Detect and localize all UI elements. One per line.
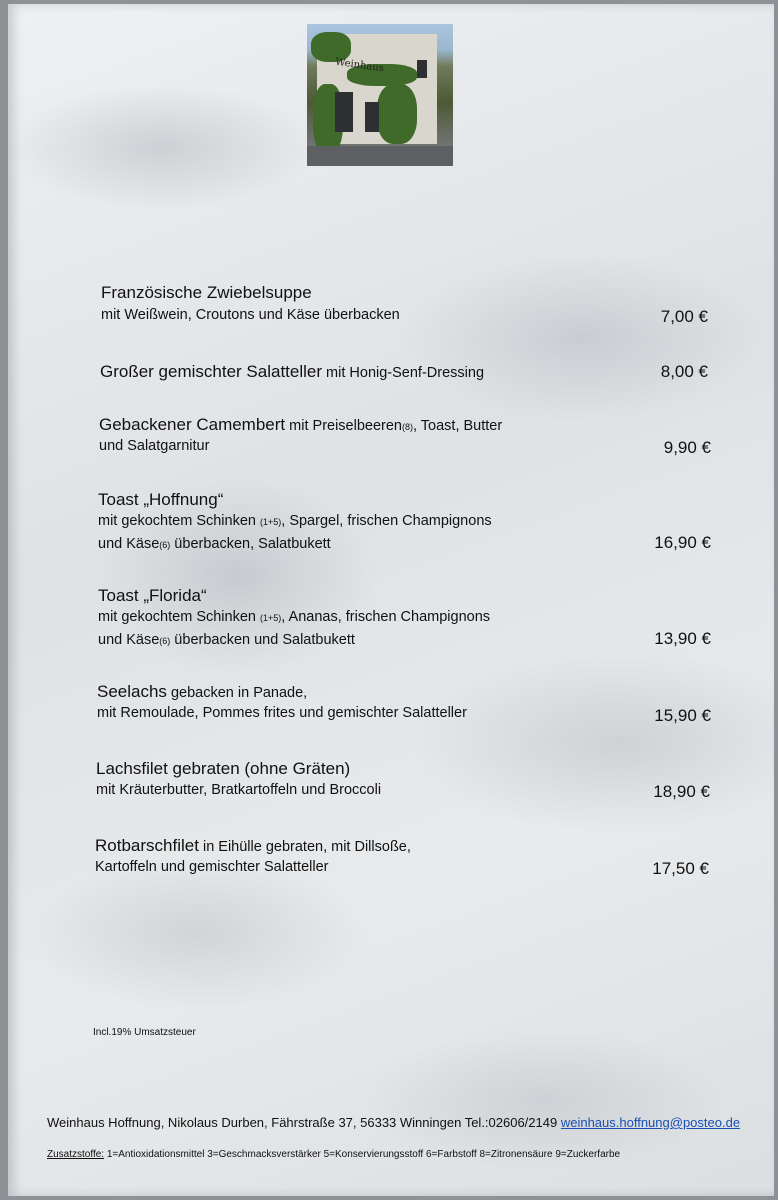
menu-item	[97, 682, 467, 724]
dish-name: Toast „Hoffnung“	[98, 490, 224, 509]
dish-description: mit Remoulade, Pommes frites und gemischter Salatteller	[97, 705, 467, 721]
dish-description: mit gekochtem Schinken	[98, 609, 260, 625]
dish-name: Toast „Florida“	[98, 586, 207, 605]
dish-name: Rotbarschfilet	[95, 836, 199, 855]
dish-price: 15,90 €	[654, 706, 711, 725]
additives-text: 1=Antioxidationsmittel 3=Geschmacksverstärker 5=Konservierungsstoff 6=Farbstoff 8=Zitronensäure 9=Zuckerfarbe	[104, 1149, 621, 1160]
dish-description: , Spargel, frischen Champignons	[281, 513, 492, 529]
dish-name: Gebackener Camembert	[99, 415, 286, 434]
menu-item	[101, 283, 400, 326]
footer-address	[47, 1115, 740, 1130]
menu-item	[100, 362, 484, 382]
menu-item	[96, 759, 381, 801]
dish-price: 16,90 €	[654, 533, 711, 552]
dish-description: überbacken, Salatbukett	[170, 536, 331, 552]
dish-price: 17,50 €	[652, 859, 709, 878]
dish-description: mit gekochtem Schinken	[98, 513, 260, 529]
dish-description: und Käse	[98, 536, 160, 552]
dish-price: 7,00 €	[660, 307, 708, 326]
dish-name: Französische Zwiebelsuppe	[101, 283, 312, 302]
photo-window	[335, 92, 353, 132]
menu-item	[95, 836, 411, 878]
photo-street	[307, 146, 453, 166]
dish-price: 13,90 €	[654, 629, 711, 648]
additive-ref: (1+5)	[260, 517, 282, 527]
menu-item	[98, 586, 490, 652]
dish-description: und Salatgarnitur	[99, 438, 210, 454]
additive-ref: (1+5)	[260, 613, 282, 623]
dish-description: mit Kräuterbutter, Bratkartoffeln und Broccoli	[96, 782, 382, 798]
menu-item	[99, 415, 502, 457]
dish-description: mit Weißwein, Croutons und Käse überbacken	[101, 307, 400, 323]
additives-legend	[47, 1149, 620, 1160]
dish-description: mit Honig-Senf-Dressing	[322, 365, 485, 381]
photo-window	[417, 60, 427, 78]
menu-item	[98, 490, 492, 556]
address-text: Weinhaus Hoffnung, Nikolaus Durben, Fährstraße 37, 56333 Winningen Tel.:02606/2149	[47, 1115, 561, 1130]
dish-price: 18,90 €	[653, 782, 710, 801]
photo-vine	[377, 84, 417, 144]
email-link[interactable]: weinhaus.hoffnung@posteo.de	[560, 1115, 741, 1130]
additive-ref: (8)	[402, 422, 413, 432]
dish-description: gebacken in Panade,	[166, 685, 308, 701]
dish-name: Großer gemischter Salatteller	[100, 362, 323, 381]
additives-label: Zusatzstoffe:	[47, 1149, 105, 1160]
dish-description: überbacken und Salatbukett	[170, 632, 355, 648]
dish-description: , Ananas, frischen Champignons	[281, 609, 491, 625]
dish-description: , Toast, Butter	[413, 418, 503, 434]
dish-description: und Käse	[98, 632, 160, 648]
dish-description: in Eihülle gebraten, mit Dillsoße,	[198, 839, 411, 855]
dish-description: Kartoffeln und gemischter Salatteller	[95, 859, 329, 875]
dish-description: mit Preiselbeeren	[285, 418, 402, 434]
photo-window	[365, 102, 379, 132]
photo-sign: Weinhaus	[334, 56, 385, 75]
restaurant-photo	[307, 24, 453, 166]
tax-note: Incl.19% Umsatzsteuer	[93, 1027, 196, 1038]
dish-name: Seelachs	[97, 682, 167, 701]
dish-price: 8,00 €	[660, 362, 708, 381]
dish-price: 9,90 €	[663, 438, 711, 457]
dish-name: Lachsfilet gebraten (ohne Gräten)	[96, 759, 351, 778]
menu-sheet	[8, 4, 774, 1196]
additive-ref: (6)	[159, 540, 171, 550]
additive-ref: (6)	[159, 636, 171, 646]
